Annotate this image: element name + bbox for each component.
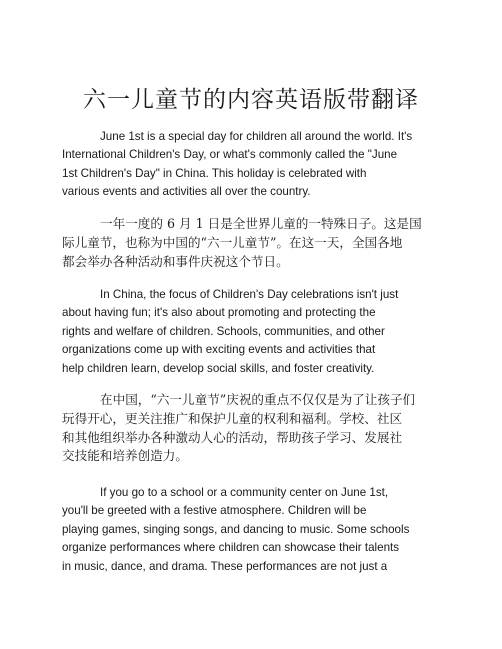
paragraph-english-1 <box>62 128 440 202</box>
document-title: 六一儿童节的内容英语版带翻译 <box>83 87 419 113</box>
paragraph-line: various events and activities all over the country. <box>62 185 311 199</box>
paragraph-line: 在中国，“六一儿童节”庆祝的重点不仅仅是为了让孩子们 <box>100 392 416 407</box>
paragraph-english-2 <box>62 286 440 378</box>
paragraph-line: 1st Children's Day" in China. This holiday is celebrated with <box>62 166 367 180</box>
paragraph-line: help children learn, develop social skills, and foster creativity. <box>62 361 375 375</box>
paragraph-line: 一年一度的 6 月 1 日是全世界儿童的一特殊日子。这是国 <box>100 216 422 231</box>
paragraph-line: In China, the focus of Children's Day celebrations isn't just <box>100 288 399 301</box>
paragraph-line: organize performances where children can showcase their talents <box>62 541 400 555</box>
paragraph-line: June 1st is a special day for children all around the world. It's <box>100 130 413 143</box>
paragraph-line: in music, dance, and drama. These performances are not just a <box>62 559 388 573</box>
paragraph-line: playing games, singing songs, and dancing to music. Some schools <box>62 522 410 536</box>
paragraph-line: rights and welfare of children. Schools, communities, and other <box>62 324 385 338</box>
paragraph-english-3 <box>62 484 440 576</box>
paragraph-line: 玩得开心，更关注推广和保护儿童的权利和福利。学校、社区 <box>62 410 403 426</box>
paragraph-line: 交技能和培养创造力。 <box>62 448 188 464</box>
paragraph-line: organizations come up with exciting events and activities that <box>62 343 376 357</box>
paragraph-line: you'll be greeted with a festive atmosphere. Children will be <box>62 504 367 518</box>
paragraph-line: 都会举办各种活动和事件庆祝这个节日。 <box>62 253 289 269</box>
paragraph-line: 际儿童节，也称为中国的“六一儿童节”。在这一天，全国各地 <box>62 234 403 250</box>
paragraph-line: If you go to a school or a community center on June 1st, <box>100 486 389 499</box>
paragraph-chinese-1 <box>62 215 440 271</box>
paragraph-line: about having fun; it's also about promoting and protecting the <box>62 306 376 320</box>
paragraph-chinese-2 <box>62 391 440 466</box>
paragraph-line: International Children's Day, or what's commonly called the "June <box>62 148 398 162</box>
paragraph-line: 和其他组织举办各种激动人心的活动，帮助孩子学习、发展社 <box>62 429 403 445</box>
